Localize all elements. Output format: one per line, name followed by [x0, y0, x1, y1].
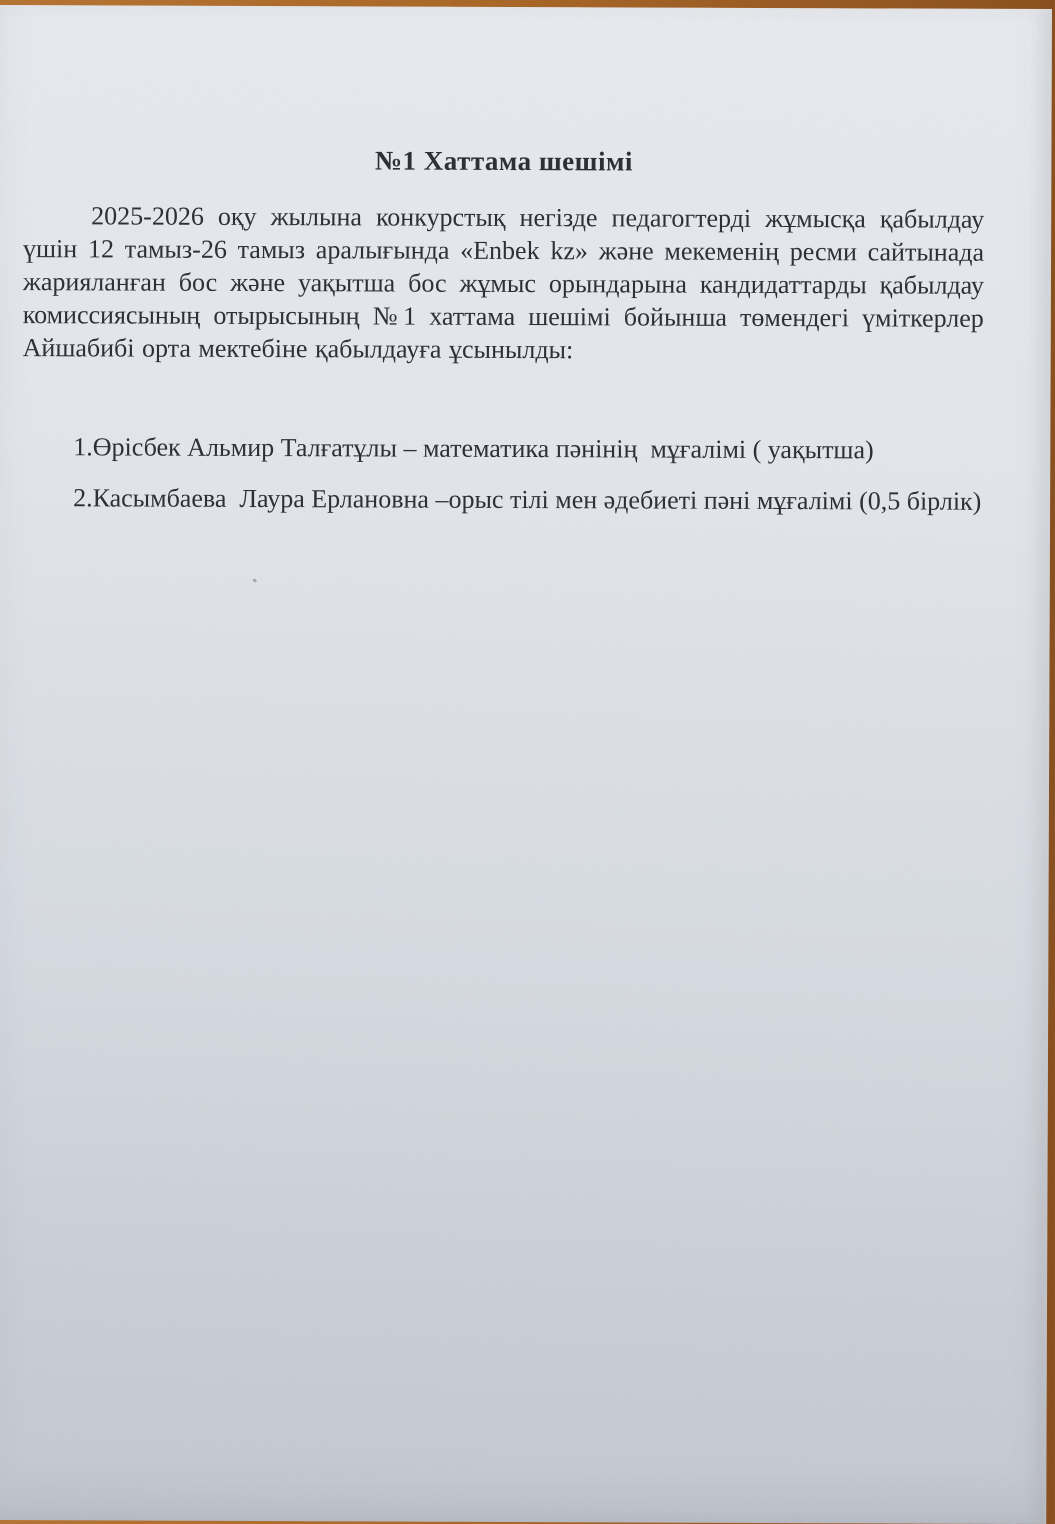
paragraph-line: Айшабибі орта мектебіне қабылдауға ұсынылды: [22, 333, 574, 365]
document-title: №1 Хаттама шешімі [374, 145, 633, 177]
candidate-list [22, 430, 983, 518]
list-item: 1.Өрісбек Альмир Талғатұлы – математика пәнінің мұғалімі ( уақытша) [73, 432, 874, 465]
body-paragraph [23, 199, 985, 368]
paper-speck [252, 578, 257, 583]
paragraph-line: 2025-2026 оқу жылына конкурстық негізде педагогтерді жұмысқа қабылдау [91, 201, 985, 234]
paragraph-line: жарияланған бос және уақытша бос жұмыс орындарына кандидаттарды қабылдау [22, 267, 984, 300]
list-item: 2.Касымбаева Лаура Ерлановна –орыс тілі мен әдебиеті пәні мұғалімі (0,5 бірлік) [73, 483, 982, 516]
document-content [0, 5, 1052, 518]
paragraph-line: комиссиясының отырысының №1 хаттама шешімі бойынша төмендегі үміткерлер [22, 300, 984, 333]
paragraph-line: үшін 12 тамыз-26 тамыз аралығында «Enbek kz» және мекеменің ресми сайтынада [23, 234, 985, 267]
document-page [0, 5, 1052, 1524]
